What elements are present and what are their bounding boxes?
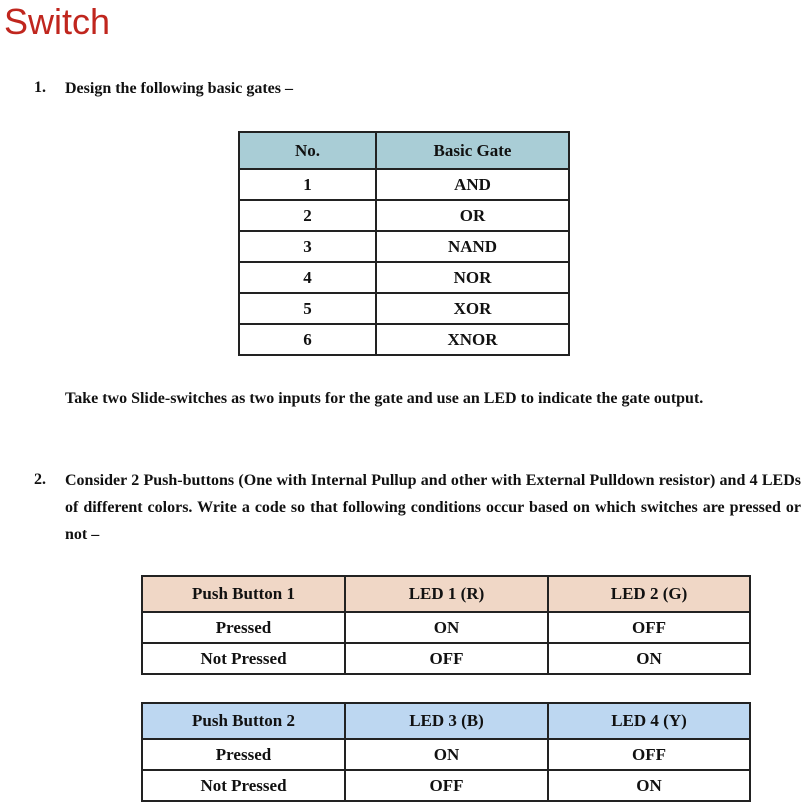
table-cell: XNOR xyxy=(376,324,569,355)
table-row xyxy=(142,612,750,643)
table-cell: 5 xyxy=(239,293,376,324)
question-2-text: Consider 2 Push-buttons (One with Internal Pullup and other with External Pulldown resistor) and 4 LEDs of different colors. Write a code so that following conditions occur based on which switches are pressed or not – xyxy=(65,472,801,543)
table-row xyxy=(239,293,569,324)
header-basic-gate: Basic Gate xyxy=(376,132,569,169)
push-button-1-table xyxy=(141,575,751,675)
table-cell: Not Pressed xyxy=(142,770,345,801)
question-2-number: 2. xyxy=(34,471,46,488)
table-row xyxy=(239,231,569,262)
table-header-row xyxy=(239,132,569,169)
table-cell: OFF xyxy=(548,612,750,643)
table-cell: OFF xyxy=(345,643,548,674)
page-title: Switch xyxy=(4,1,111,42)
table-cell: ON xyxy=(345,612,548,643)
header-led-2: LED 2 (G) xyxy=(548,576,750,612)
table-cell: Pressed xyxy=(142,739,345,770)
table-cell: 2 xyxy=(239,200,376,231)
table-cell: 6 xyxy=(239,324,376,355)
table-cell: 1 xyxy=(239,169,376,200)
header-no: No. xyxy=(239,132,376,169)
table-cell: OFF xyxy=(548,739,750,770)
table-cell: AND xyxy=(376,169,569,200)
table-cell: NAND xyxy=(376,231,569,262)
header-push-button-2: Push Button 2 xyxy=(142,703,345,739)
table-cell: OFF xyxy=(345,770,548,801)
table-row xyxy=(142,770,750,801)
table-row xyxy=(142,739,750,770)
table-row xyxy=(142,643,750,674)
question-1-note: Take two Slide-switches as two inputs for the gate and use an LED to indicate the gate output. xyxy=(65,390,704,407)
table-cell: ON xyxy=(345,739,548,770)
table-cell: OR xyxy=(376,200,569,231)
table-row xyxy=(239,169,569,200)
header-led-3: LED 3 (B) xyxy=(345,703,548,739)
push-button-2-table xyxy=(141,702,751,802)
table-header-row xyxy=(142,576,750,612)
header-led-1: LED 1 (R) xyxy=(345,576,548,612)
table-row xyxy=(239,200,569,231)
basic-gates-table xyxy=(238,131,570,356)
question-1-number: 1. xyxy=(34,79,46,96)
question-1-heading: Design the following basic gates – xyxy=(65,80,293,97)
table-cell: 4 xyxy=(239,262,376,293)
table-cell: 3 xyxy=(239,231,376,262)
table-header-row xyxy=(142,703,750,739)
table-row xyxy=(239,262,569,293)
table-cell: XOR xyxy=(376,293,569,324)
table-row xyxy=(239,324,569,355)
table-cell: Not Pressed xyxy=(142,643,345,674)
header-led-4: LED 4 (Y) xyxy=(548,703,750,739)
table-cell: NOR xyxy=(376,262,569,293)
table-cell: ON xyxy=(548,770,750,801)
header-push-button-1: Push Button 1 xyxy=(142,576,345,612)
table-cell: Pressed xyxy=(142,612,345,643)
table-cell: ON xyxy=(548,643,750,674)
